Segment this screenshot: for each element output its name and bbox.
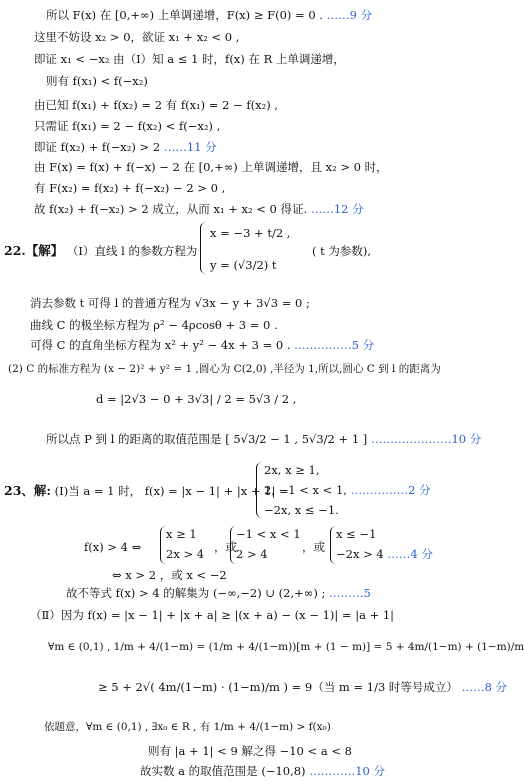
q22-line-2: 曲线 C 的极坐标方程为 ρ² − 4ρcosθ + 3 = 0 .: [30, 318, 278, 332]
q23-header-line: [4, 484, 289, 498]
case-c-2: [336, 547, 433, 561]
case-text: −2x > 4: [336, 547, 384, 561]
q23-text: 故实数 a 的取值范围是 (−10,8): [140, 764, 306, 778]
q22-text: 所以点 P 到 l 的距离的取值范围是 [ 5√3/2 − 1 , 5√3/2 + 1 ]: [46, 432, 368, 446]
q23-text: 故不等式 f(x) > 4 的解集为 (−∞,−2) ∪ (2,+∞) ;: [66, 586, 326, 600]
q23-heading: 23、解:: [4, 483, 52, 498]
ineq-left: f(x) > 4 ⇔: [84, 540, 142, 554]
q22-heading: 22.【解】: [4, 243, 64, 258]
proof-line-3: 即证 x₁ < −x₂ 由（Ⅰ）知 a ≤ 1 时，f(x) 在 R 上单调递增，: [34, 52, 345, 66]
q22-distance-line: d = |2√3 − 0 + 3√3| / 2 = 5√3 / 2 ,: [96, 392, 297, 406]
proof-line-4: 则有 f(x₁) < f(−x₂): [46, 74, 148, 88]
proof-line-2: 这里不妨设 x₂ > 0，欲证 x₁ + x₂ < 0 ,: [34, 30, 240, 44]
proof-line-10: [34, 202, 364, 216]
param-eq-x: x = −3 + t/2 ,: [210, 226, 291, 240]
proof-line-1: [46, 8, 372, 22]
q22-intro: （Ⅰ）直线 l 的参数方程为: [66, 244, 198, 258]
case-a-2: 2x > 4: [166, 547, 205, 561]
proof-line-5: 由已知 f(x₁) + f(x₂) = 2 有 f(x₁) = 2 − f(x₂) ,: [34, 98, 278, 112]
q23-line-9: [140, 764, 385, 778]
case-c-1: x ≤ −1: [336, 527, 377, 541]
score-mark: ……4 分: [387, 547, 433, 561]
score-mark: …………………10 分: [370, 432, 482, 446]
piecewise-case-1: 2x, x ≥ 1,: [264, 463, 320, 477]
piecewise-case-2: [264, 483, 431, 497]
case-b-2: 2 > 4: [236, 547, 268, 561]
q23-line-7: 依题意，∀m ∈ (0,1) , ∃x₀ ∈ R , 有 1/m + 4/(1−m) > f(x₀): [44, 721, 331, 733]
piecewise-text: 2, −1 < x < 1,: [264, 483, 347, 497]
proof-text: 即证 f(x₂) + f(−x₂) > 2: [34, 140, 161, 154]
q23-line-2: ⇔ x > 2 ，或 x < −2: [112, 568, 227, 582]
proof-line-9: 有 F(x₂) = f(x₂) + f(−x₂) − 2 > 0 ,: [34, 181, 226, 195]
score-mark: ……9 分: [326, 8, 373, 22]
q23-line-3: [66, 586, 371, 600]
score-mark: ……………5 分: [294, 338, 375, 352]
case-a-1: x ≥ 1: [166, 527, 197, 541]
piecewise-case-3: −2x, x ≤ −1.: [264, 503, 339, 517]
q22-line-1: 消去参数 t 可得 l 的普通方程为 √3x − y + 3√3 = 0 ;: [30, 296, 310, 310]
q22-range-line: [46, 432, 481, 446]
score-mark: ……11 分: [163, 140, 217, 154]
q23-line-5: ∀m ∈ (0,1) , 1/m + 4/(1−m) = (1/m + 4/(1−m))[m + (1 − m)] = 5 + 4m/(1−m) + (1−m)/m: [48, 641, 524, 653]
q23-text: ≥ 5 + 2√( 4m/(1−m) · (1−m)/m ) = 9（当 m = 1/3 时等号成立）: [98, 680, 458, 694]
proof-text: 故 f(x₂) + f(−x₂) > 2 成立，从而 x₁ + x₂ < 0 得证.: [34, 202, 308, 216]
q22-line-3: [30, 338, 374, 352]
proof-line-8: 由 F(x) = f(x) + f(−x) − 2 在 [0,+∞) 上单调递增，且 x₂ > 0 时，: [34, 160, 388, 174]
piecewise-brace: [256, 462, 263, 518]
proof-line-6: 只需证 f(x₁) = 2 − f(x₂) < f(−x₂) ,: [34, 119, 221, 133]
score-mark: ……8 分: [461, 680, 508, 694]
q23-line-8: 则有 |a + 1| < 9 解之得 −10 < a < 8: [148, 744, 352, 758]
score-mark: ………5: [329, 586, 371, 600]
or-text: ，或: [214, 540, 237, 554]
score-mark: ……12 分: [310, 202, 364, 216]
proof-line-7: [34, 140, 217, 154]
score-mark: ……………2 分: [350, 483, 431, 497]
q23-line-4: （Ⅱ）因为 f(x) = |x − 1| + |x + a| ≥ |(x + a) − (x − 1)| = |a + 1|: [30, 608, 395, 622]
score-mark: …………10 分: [309, 764, 385, 778]
param-note: ( t 为参数),: [312, 244, 372, 258]
q22-text: 可得 C 的直角坐标方程为 x² + y² − 4x + 3 = 0 .: [30, 338, 291, 352]
case-b-1: −1 < x < 1: [236, 527, 301, 541]
q22-header-line: [4, 244, 197, 258]
q22-line-4: (2) C 的标准方程为 (x − 2)² + y² = 1 ,圆心为 C(2,0) ,半径为 1,所以,圆心 C 到 l 的距离为: [8, 363, 441, 375]
q23-line-6: [98, 680, 507, 694]
system-brace: [200, 222, 207, 274]
or-text: ，或: [302, 540, 325, 554]
q23-intro: (Ⅰ)当 a = 1 时， f(x) = |x − 1| + |x + 1| =: [54, 484, 289, 498]
proof-text: 所以 F(x) 在 [0,+∞) 上单调递增，F(x) ≥ F(0) = 0 .: [46, 8, 323, 22]
param-eq-y: y = (√3/2) t: [210, 258, 277, 272]
